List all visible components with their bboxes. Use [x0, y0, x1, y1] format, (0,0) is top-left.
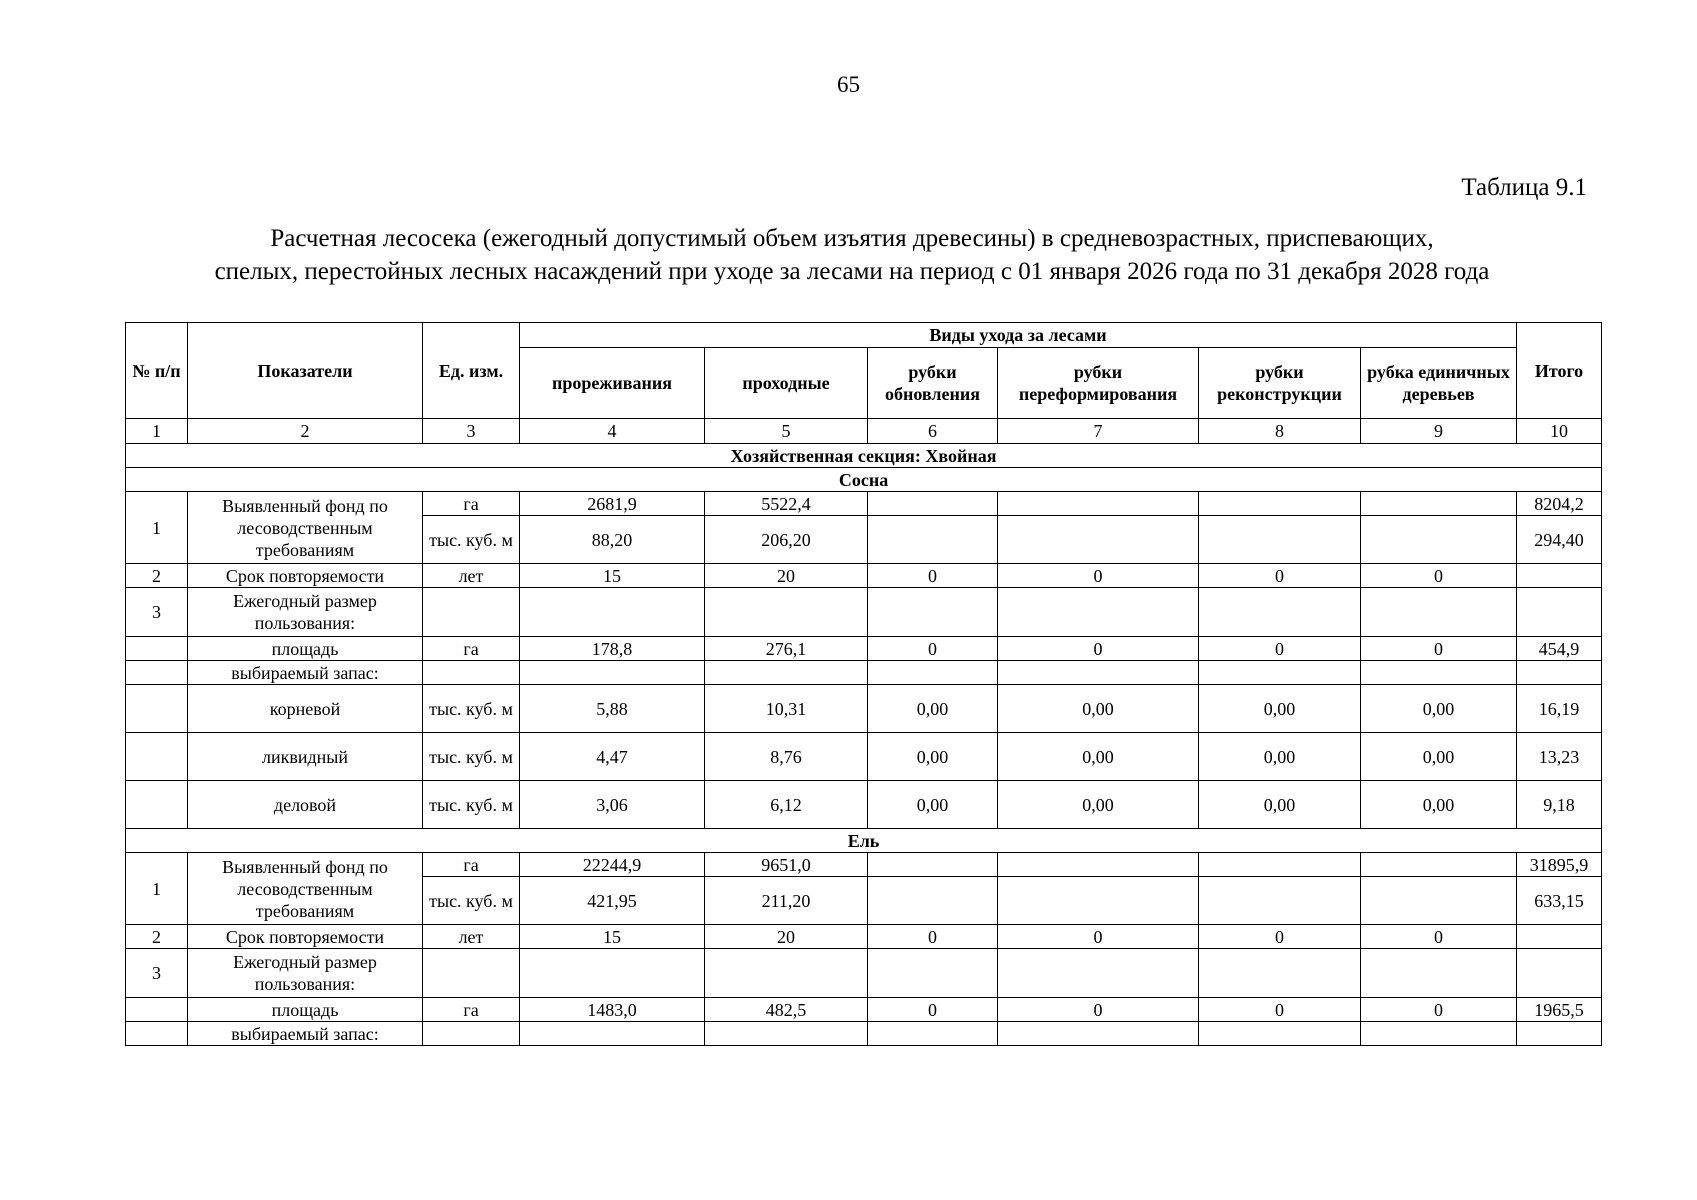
- cell-total: [1517, 661, 1602, 685]
- row-unit: [423, 1022, 520, 1046]
- cell-total: 13,23: [1517, 733, 1602, 781]
- cell: 20: [705, 564, 868, 588]
- cell: 0,00: [1361, 685, 1517, 733]
- cell: [1361, 853, 1517, 877]
- cell: 0: [1361, 637, 1517, 661]
- cell: 0: [868, 998, 998, 1022]
- cell: 0: [1199, 998, 1361, 1022]
- table-label: Таблица 9.1: [1461, 174, 1587, 201]
- cell: [998, 949, 1199, 998]
- cell: 0: [1361, 925, 1517, 949]
- row-num: 2: [126, 564, 188, 588]
- cell: [705, 949, 868, 998]
- cell: [1361, 661, 1517, 685]
- header-reformation: рубки переформирования: [998, 348, 1199, 419]
- col-number: 1: [126, 419, 188, 444]
- cell: 5522,4: [705, 492, 868, 516]
- table-row: [126, 733, 1602, 781]
- species-title: Сосна: [126, 468, 1602, 492]
- cell: [520, 588, 705, 637]
- cell: [868, 516, 998, 564]
- section-row: [126, 444, 1602, 468]
- cell: 1483,0: [520, 998, 705, 1022]
- cell-total: 633,15: [1517, 877, 1602, 925]
- table-row: [126, 492, 1602, 516]
- row-unit: лет: [423, 564, 520, 588]
- cell-total: [1517, 588, 1602, 637]
- cell: [868, 1022, 998, 1046]
- row-num: 1: [126, 853, 188, 925]
- cell: [998, 1022, 1199, 1046]
- cell: 0,00: [998, 685, 1199, 733]
- cell: [868, 492, 998, 516]
- col-number: 9: [1361, 419, 1517, 444]
- cell: [705, 1022, 868, 1046]
- cell: [868, 661, 998, 685]
- cell: 88,20: [520, 516, 705, 564]
- cell: [1361, 492, 1517, 516]
- cell: 20: [705, 925, 868, 949]
- row-unit: га: [423, 998, 520, 1022]
- cell: 0: [1361, 998, 1517, 1022]
- header-passage: проходные: [705, 348, 868, 419]
- row-num: [126, 733, 188, 781]
- cell: 0,00: [998, 733, 1199, 781]
- row-num: [126, 661, 188, 685]
- cell-total: 294,40: [1517, 516, 1602, 564]
- cell: 0: [868, 637, 998, 661]
- cell: [998, 492, 1199, 516]
- table-row: [126, 564, 1602, 588]
- cell: [868, 877, 998, 925]
- cell: [1361, 1022, 1517, 1046]
- cell: [520, 661, 705, 685]
- cell-total: 16,19: [1517, 685, 1602, 733]
- header-total: Итого: [1517, 323, 1602, 419]
- row-label: выбираемый запас:: [188, 1022, 423, 1046]
- header-thinning: прореживания: [520, 348, 705, 419]
- species-row-pine: [126, 468, 1602, 492]
- col-number: 5: [705, 419, 868, 444]
- cell: 0,00: [1199, 685, 1361, 733]
- row-unit: [423, 588, 520, 637]
- row-label: площадь: [188, 998, 423, 1022]
- cell: 482,5: [705, 998, 868, 1022]
- table-row: [126, 637, 1602, 661]
- col-number: 3: [423, 419, 520, 444]
- header-reconstruction: рубки реконструкции: [1199, 348, 1361, 419]
- col-number: 4: [520, 419, 705, 444]
- col-number: 2: [188, 419, 423, 444]
- cell: 421,95: [520, 877, 705, 925]
- table-row: [126, 1022, 1602, 1046]
- cell: 178,8: [520, 637, 705, 661]
- cell: [1199, 661, 1361, 685]
- cell-total: 8204,2: [1517, 492, 1602, 516]
- cell: 0: [1199, 925, 1361, 949]
- cell: 15: [520, 925, 705, 949]
- col-number: 10: [1517, 419, 1602, 444]
- cell: 0,00: [1361, 733, 1517, 781]
- cell-total: 1965,5: [1517, 998, 1602, 1022]
- row-unit: [423, 661, 520, 685]
- row-unit: га: [423, 492, 520, 516]
- header-num: № п/п: [126, 323, 188, 419]
- cell: [1199, 516, 1361, 564]
- cell: [1199, 877, 1361, 925]
- cell: [1361, 949, 1517, 998]
- cell: 9651,0: [705, 853, 868, 877]
- cell-total: 31895,9: [1517, 853, 1602, 877]
- row-num: [126, 637, 188, 661]
- cell: 0: [1361, 564, 1517, 588]
- cell: 6,12: [705, 781, 868, 829]
- cell: 211,20: [705, 877, 868, 925]
- table-row: [126, 949, 1602, 998]
- row-label: Срок повторяемости: [188, 564, 423, 588]
- cell: [998, 853, 1199, 877]
- cell: 0,00: [1199, 781, 1361, 829]
- row-unit: тыс. куб. м: [423, 877, 520, 925]
- cell: 206,20: [705, 516, 868, 564]
- table-row: [126, 588, 1602, 637]
- caption-line-1: Расчетная лесосека (ежегодный допустимый объем изъятия древесины) в средневозрастных, приспевающих,: [270, 225, 1434, 252]
- row-num: 2: [126, 925, 188, 949]
- cell: 5,88: [520, 685, 705, 733]
- row-label: деловой: [188, 781, 423, 829]
- row-num: [126, 998, 188, 1022]
- cell: [1361, 516, 1517, 564]
- caption-line-2: спелых, перестойных лесных насаждений при уходе за лесами на период с 01 января 2026 года по 31 декабря 2028 года: [214, 258, 1490, 285]
- row-label: ликвидный: [188, 733, 423, 781]
- cell-total: 454,9: [1517, 637, 1602, 661]
- cell: 2681,9: [520, 492, 705, 516]
- col-number: 8: [1199, 419, 1361, 444]
- row-num: [126, 685, 188, 733]
- row-label: выбираемый запас:: [188, 661, 423, 685]
- table-row: [126, 685, 1602, 733]
- row-unit: га: [423, 637, 520, 661]
- cell: [868, 853, 998, 877]
- header-renewal: рубки обновления: [868, 348, 998, 419]
- cell: 0,00: [1199, 733, 1361, 781]
- column-number-row: [126, 419, 1602, 444]
- row-unit: лет: [423, 925, 520, 949]
- cell: 0: [998, 925, 1199, 949]
- cell: [1199, 1022, 1361, 1046]
- cell: 0: [998, 564, 1199, 588]
- cell: 0,00: [868, 781, 998, 829]
- table-row: [126, 661, 1602, 685]
- row-label: Срок повторяемости: [188, 925, 423, 949]
- cell: [1361, 588, 1517, 637]
- row-label: площадь: [188, 637, 423, 661]
- section-title: Хозяйственная секция: Хвойная: [126, 444, 1602, 468]
- row-unit: тыс. куб. м: [423, 733, 520, 781]
- col-number: 7: [998, 419, 1199, 444]
- cell: 0,00: [868, 733, 998, 781]
- table-row: [126, 998, 1602, 1022]
- cell-total: [1517, 1022, 1602, 1046]
- cell: 0: [1199, 637, 1361, 661]
- row-unit: [423, 949, 520, 998]
- cell: 0: [1199, 564, 1361, 588]
- cell: [998, 877, 1199, 925]
- row-num: [126, 781, 188, 829]
- cell: [1361, 877, 1517, 925]
- header-single-trees: рубка единичных деревьев: [1361, 348, 1517, 419]
- cell-total: 9,18: [1517, 781, 1602, 829]
- row-label: Ежегодный размер пользования:: [188, 588, 423, 637]
- row-num: 3: [126, 588, 188, 637]
- cell: 0: [998, 637, 1199, 661]
- cell: 3,06: [520, 781, 705, 829]
- cell: [705, 588, 868, 637]
- species-title: Ель: [126, 829, 1602, 853]
- header-care-types: Виды ухода за лесами: [520, 323, 1517, 348]
- cell: 8,76: [705, 733, 868, 781]
- cell: [520, 1022, 705, 1046]
- cell: 0,00: [868, 685, 998, 733]
- cell: 0: [868, 564, 998, 588]
- header-unit: Ед. изм.: [423, 323, 520, 419]
- row-num: 1: [126, 492, 188, 564]
- cell: [1199, 853, 1361, 877]
- cell: 4,47: [520, 733, 705, 781]
- col-number: 6: [868, 419, 998, 444]
- cell: [998, 588, 1199, 637]
- cell: [1199, 492, 1361, 516]
- page-number: 65: [837, 72, 860, 97]
- cell: 0,00: [998, 781, 1199, 829]
- row-unit: тыс. куб. м: [423, 685, 520, 733]
- cell-total: [1517, 949, 1602, 998]
- row-num: 3: [126, 949, 188, 998]
- cell: [1199, 949, 1361, 998]
- table-row: [126, 925, 1602, 949]
- cell: 276,1: [705, 637, 868, 661]
- cell: 22244,9: [520, 853, 705, 877]
- row-unit: тыс. куб. м: [423, 781, 520, 829]
- forest-harvest-table: [125, 322, 1602, 1046]
- cell: [520, 949, 705, 998]
- cell: [868, 588, 998, 637]
- cell: [868, 949, 998, 998]
- cell: 0: [998, 998, 1199, 1022]
- species-row-spruce: [126, 829, 1602, 853]
- cell-total: [1517, 564, 1602, 588]
- row-label: корневой: [188, 685, 423, 733]
- cell: [1199, 588, 1361, 637]
- cell: 0,00: [1361, 781, 1517, 829]
- row-unit: га: [423, 853, 520, 877]
- row-label: Выявленный фонд по лесоводственным требованиям: [188, 853, 423, 925]
- table-row: [126, 781, 1602, 829]
- row-label: Выявленный фонд по лесоводственным требованиям: [188, 492, 423, 564]
- cell: 10,31: [705, 685, 868, 733]
- cell: [998, 661, 1199, 685]
- header-row-top: [126, 323, 1602, 348]
- cell: [998, 516, 1199, 564]
- row-num: [126, 1022, 188, 1046]
- cell: 15: [520, 564, 705, 588]
- row-unit: тыс. куб. м: [423, 516, 520, 564]
- cell: [705, 661, 868, 685]
- header-indicators: Показатели: [188, 323, 423, 419]
- cell-total: [1517, 925, 1602, 949]
- table-row: [126, 853, 1602, 877]
- table-caption: [127, 222, 1577, 288]
- row-label: Ежегодный размер пользования:: [188, 949, 423, 998]
- cell: 0: [868, 925, 998, 949]
